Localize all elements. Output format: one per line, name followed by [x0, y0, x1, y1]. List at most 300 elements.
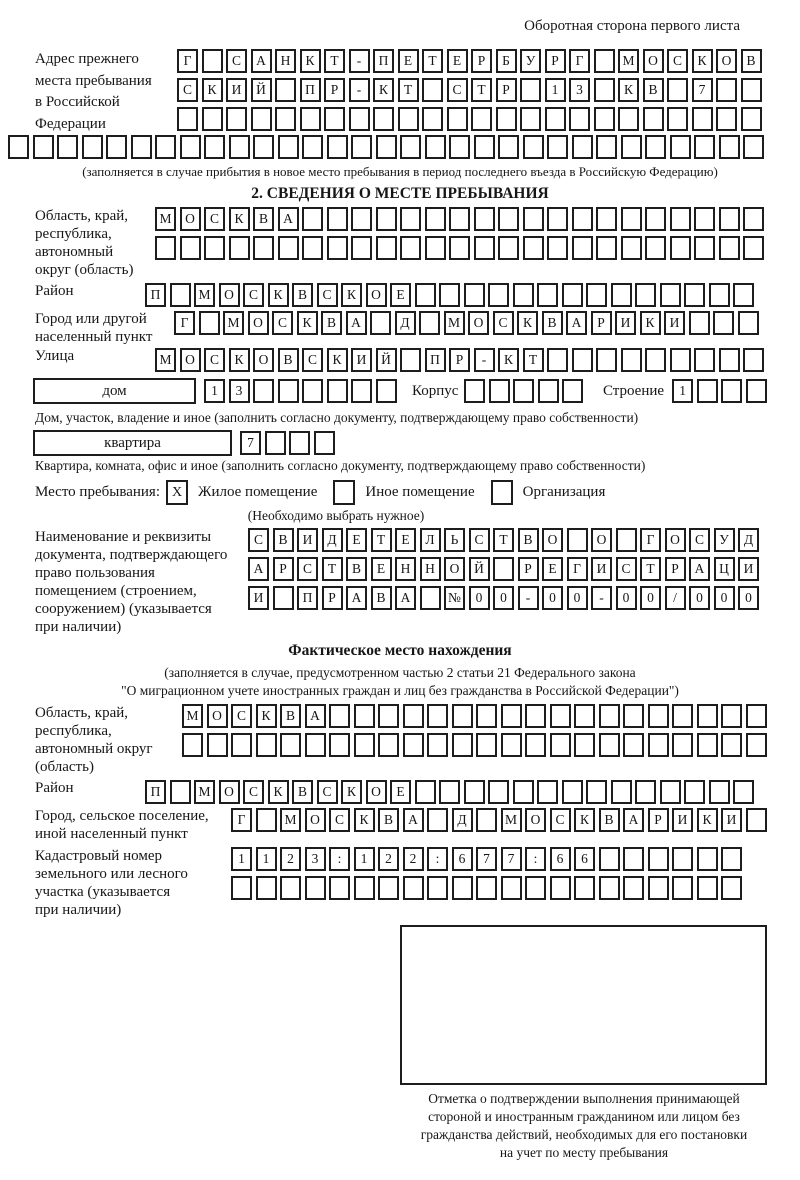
label-line: автономный	[35, 244, 114, 260]
char-box: Й	[376, 348, 397, 372]
char-box	[202, 49, 223, 73]
char-box	[721, 379, 742, 403]
char-box	[251, 107, 272, 131]
char-box: И	[351, 348, 372, 372]
char-box	[574, 704, 595, 728]
char-row	[464, 379, 587, 403]
label-line: места пребывания	[35, 72, 152, 89]
char-box	[623, 704, 644, 728]
checkbox-organization	[491, 480, 513, 505]
char-box	[621, 236, 642, 260]
label-line: Область, край,	[35, 705, 129, 721]
region-grid	[155, 207, 768, 279]
document-grid	[248, 528, 763, 636]
char-box: 2	[403, 847, 424, 871]
char-box: 7	[240, 431, 261, 455]
char-box	[452, 704, 473, 728]
char-box: 7	[476, 847, 497, 871]
char-box: А	[346, 311, 367, 335]
char-box: В	[253, 207, 274, 231]
char-box	[719, 135, 740, 159]
char-box	[427, 704, 448, 728]
char-box: Р	[322, 586, 343, 610]
char-box	[329, 704, 350, 728]
char-box: 0	[640, 586, 661, 610]
char-box	[327, 135, 348, 159]
char-box	[351, 207, 372, 231]
char-box: И	[297, 528, 318, 552]
char-box	[452, 733, 473, 757]
char-box: С	[302, 348, 323, 372]
char-box: С	[667, 49, 688, 73]
cadastre-label	[35, 847, 231, 919]
char-box: К	[341, 780, 362, 804]
prev-address-block	[0, 49, 800, 135]
char-box	[253, 379, 274, 403]
char-box	[496, 107, 517, 131]
char-box	[349, 107, 370, 131]
char-box	[599, 704, 620, 728]
char-box: М	[223, 311, 244, 335]
char-box: М	[194, 780, 215, 804]
label-line: при наличии)	[35, 902, 122, 918]
char-box: К	[354, 808, 375, 832]
char-row	[155, 207, 768, 231]
char-box	[253, 236, 274, 260]
label-line: сооружением) (указывается	[35, 601, 212, 617]
char-box: К	[300, 49, 321, 73]
char-box	[314, 431, 335, 455]
char-box	[572, 135, 593, 159]
char-box: О	[180, 207, 201, 231]
char-box	[660, 780, 681, 804]
char-box: Т	[322, 557, 343, 581]
label-line: Наименование и реквизиты	[35, 529, 212, 545]
label-line: гражданства действий, необходимых для его постановки	[420, 1127, 748, 1142]
char-box: О	[180, 348, 201, 372]
char-box: П	[145, 283, 166, 307]
char-box: И	[226, 78, 247, 102]
char-box	[471, 107, 492, 131]
char-box	[645, 348, 666, 372]
char-box	[204, 236, 225, 260]
char-box	[351, 379, 372, 403]
district-label: Район	[35, 283, 74, 299]
char-box: -	[518, 586, 539, 610]
char-box: 7	[501, 847, 522, 871]
char-box: В	[278, 348, 299, 372]
char-box	[275, 78, 296, 102]
char-box	[419, 311, 440, 335]
char-box: В	[518, 528, 539, 552]
label-line: Кадастровый номер	[35, 848, 162, 864]
char-box: С	[469, 528, 490, 552]
char-box: 1	[256, 847, 277, 871]
char-box	[741, 107, 762, 131]
char-box: К	[229, 348, 250, 372]
char-box	[594, 78, 615, 102]
char-box	[422, 107, 443, 131]
char-box	[302, 379, 323, 403]
char-box	[716, 78, 737, 102]
char-box: 6	[452, 847, 473, 871]
char-box	[378, 876, 399, 900]
char-box: Е	[390, 283, 411, 307]
actual-region-row	[0, 704, 800, 776]
actual-location-title: Фактическое место нахождения	[288, 642, 512, 659]
char-box	[697, 379, 718, 403]
char-box	[427, 808, 448, 832]
char-row	[177, 49, 765, 73]
char-box	[621, 207, 642, 231]
char-box: В	[741, 49, 762, 73]
char-box	[155, 135, 176, 159]
char-box	[697, 847, 718, 871]
char-box	[351, 135, 372, 159]
char-row	[248, 557, 763, 581]
char-row	[231, 808, 770, 832]
char-box: Р	[665, 557, 686, 581]
char-box: С	[447, 78, 468, 102]
char-box	[177, 107, 198, 131]
city-row	[0, 311, 800, 346]
char-box: /	[665, 586, 686, 610]
char-box: М	[444, 311, 465, 335]
char-box	[513, 379, 534, 403]
char-box	[256, 876, 277, 900]
char-row	[672, 379, 770, 403]
section2-title: 2. СВЕДЕНИЯ О МЕСТЕ ПРЕБЫВАНИЯ	[251, 185, 549, 202]
char-box: 6	[550, 847, 571, 871]
char-row	[240, 431, 338, 455]
char-row	[248, 586, 763, 610]
char-box	[562, 283, 583, 307]
char-box	[493, 557, 514, 581]
char-box: Е	[398, 49, 419, 73]
char-box	[547, 236, 568, 260]
char-row	[155, 236, 768, 260]
char-box	[689, 311, 710, 335]
char-box	[229, 135, 250, 159]
label-line: помещением (строением,	[35, 583, 197, 599]
char-box: В	[371, 586, 392, 610]
char-box: В	[346, 557, 367, 581]
label-line: населенный пункт	[35, 328, 153, 345]
char-box: Н	[275, 49, 296, 73]
char-box: Т	[523, 348, 544, 372]
char-box: Т	[371, 528, 392, 552]
label-line: (заполняется в случае, предусмотренном частью 2 статьи 21 Федерального закона	[164, 665, 636, 680]
char-box	[719, 207, 740, 231]
char-box	[694, 348, 715, 372]
char-box	[439, 283, 460, 307]
char-box: Р	[591, 311, 612, 335]
char-box	[697, 733, 718, 757]
char-row	[204, 379, 400, 403]
char-box	[741, 78, 762, 102]
char-box	[596, 135, 617, 159]
char-box	[523, 236, 544, 260]
char-box	[562, 379, 583, 403]
char-box	[623, 733, 644, 757]
char-box	[449, 135, 470, 159]
char-box: 1	[204, 379, 225, 403]
char-box	[550, 704, 571, 728]
char-box: В	[292, 283, 313, 307]
char-box	[716, 107, 737, 131]
char-box	[574, 733, 595, 757]
char-box	[427, 733, 448, 757]
char-box: Ь	[444, 528, 465, 552]
char-box	[403, 876, 424, 900]
char-box	[743, 348, 764, 372]
char-box: 1	[672, 379, 693, 403]
char-box	[513, 283, 534, 307]
char-box: В	[599, 808, 620, 832]
char-box	[376, 135, 397, 159]
char-box: Ц	[714, 557, 735, 581]
char-box	[447, 107, 468, 131]
char-box: К	[618, 78, 639, 102]
char-box	[449, 207, 470, 231]
char-box: О	[219, 283, 240, 307]
char-box: К	[517, 311, 538, 335]
char-box: Д	[322, 528, 343, 552]
char-box: О	[468, 311, 489, 335]
char-box	[106, 135, 127, 159]
char-box: С	[226, 49, 247, 73]
char-box: П	[297, 586, 318, 610]
char-box	[694, 207, 715, 231]
cadastre-row	[0, 847, 800, 919]
char-box: С	[493, 311, 514, 335]
char-box: 0	[738, 586, 759, 610]
char-box: С	[317, 780, 338, 804]
char-box	[697, 876, 718, 900]
char-box: О	[305, 808, 326, 832]
char-box	[660, 283, 681, 307]
char-box	[170, 780, 191, 804]
char-box: О	[542, 528, 563, 552]
char-box: У	[520, 49, 541, 73]
street-row	[0, 348, 800, 372]
char-box	[520, 107, 541, 131]
char-box: И	[672, 808, 693, 832]
char-box	[547, 135, 568, 159]
char-box	[289, 431, 310, 455]
char-box: Й	[469, 557, 490, 581]
char-box: О	[716, 49, 737, 73]
char-row	[248, 528, 763, 552]
char-box: О	[219, 780, 240, 804]
char-box: 0	[616, 586, 637, 610]
char-box: Й	[251, 78, 272, 102]
char-box: А	[403, 808, 424, 832]
char-box: П	[373, 49, 394, 73]
char-box: Е	[395, 528, 416, 552]
char-box	[667, 78, 688, 102]
char-box	[520, 78, 541, 102]
char-box	[648, 847, 669, 871]
char-box: С	[243, 283, 264, 307]
char-box	[488, 780, 509, 804]
char-box: Г	[569, 49, 590, 73]
char-box: С	[329, 808, 350, 832]
char-box: С	[272, 311, 293, 335]
char-box	[199, 311, 220, 335]
char-box: У	[714, 528, 735, 552]
char-box: Д	[395, 311, 416, 335]
char-box	[670, 207, 691, 231]
char-box	[616, 528, 637, 552]
char-box: С	[204, 348, 225, 372]
char-box: К	[498, 348, 519, 372]
char-box: Р	[648, 808, 669, 832]
char-box	[621, 348, 642, 372]
char-box	[746, 704, 767, 728]
char-box: А	[566, 311, 587, 335]
char-box: Т	[493, 528, 514, 552]
char-box	[305, 733, 326, 757]
char-box: С	[204, 207, 225, 231]
char-box	[488, 283, 509, 307]
char-box: И	[615, 311, 636, 335]
char-box	[743, 236, 764, 260]
char-box: И	[738, 557, 759, 581]
char-box	[611, 780, 632, 804]
char-box: А	[278, 207, 299, 231]
char-box	[713, 311, 734, 335]
char-box	[378, 704, 399, 728]
char-box	[684, 283, 705, 307]
char-box	[709, 283, 730, 307]
char-box	[327, 207, 348, 231]
char-box: П	[425, 348, 446, 372]
char-box	[596, 207, 617, 231]
char-box: Н	[395, 557, 416, 581]
char-box	[155, 236, 176, 260]
label-line: "О миграционном учете иностранных граждан и лиц без гражданства в Российской Федерации")	[121, 683, 679, 698]
char-box	[550, 733, 571, 757]
char-box: М	[155, 207, 176, 231]
char-box	[474, 135, 495, 159]
char-box	[743, 207, 764, 231]
actual-city-label	[35, 808, 231, 843]
char-box	[537, 780, 558, 804]
char-box	[256, 733, 277, 757]
document-label	[35, 528, 248, 636]
char-box: М	[155, 348, 176, 372]
char-box	[525, 704, 546, 728]
char-box: Т	[398, 78, 419, 102]
street-label: Улица	[35, 348, 75, 364]
char-box	[204, 135, 225, 159]
page-side-note: Оборотная сторона первого листа	[524, 18, 740, 34]
char-box	[596, 348, 617, 372]
char-box	[202, 107, 223, 131]
char-box	[643, 107, 664, 131]
char-box	[376, 207, 397, 231]
label-line: Федерации	[35, 115, 106, 132]
char-box	[672, 876, 693, 900]
char-box: 0	[469, 586, 490, 610]
char-box	[464, 283, 485, 307]
char-box	[427, 876, 448, 900]
char-box: О	[665, 528, 686, 552]
char-box	[694, 236, 715, 260]
prev-address-label	[35, 49, 177, 135]
char-box	[645, 135, 666, 159]
char-box	[618, 107, 639, 131]
char-box	[547, 348, 568, 372]
char-box	[464, 379, 485, 403]
char-box: К	[341, 283, 362, 307]
char-box	[376, 236, 397, 260]
char-box: 1	[545, 78, 566, 102]
char-box	[231, 876, 252, 900]
char-box	[278, 236, 299, 260]
char-row	[231, 847, 746, 871]
char-box	[305, 876, 326, 900]
label-line: участка (указывается	[35, 884, 171, 900]
char-box	[400, 348, 421, 372]
label-line: на учет по месту пребывания	[499, 1145, 669, 1160]
char-box: 0	[542, 586, 563, 610]
char-box: С	[177, 78, 198, 102]
checkbox-residential: X	[166, 480, 188, 505]
char-box: 0	[493, 586, 514, 610]
char-box	[574, 876, 595, 900]
char-box	[229, 236, 250, 260]
label-line: право пользования	[35, 565, 155, 581]
char-box	[667, 107, 688, 131]
char-box	[525, 733, 546, 757]
char-box	[302, 207, 323, 231]
char-box: 2	[280, 847, 301, 871]
char-box: О	[253, 348, 274, 372]
char-box	[280, 876, 301, 900]
char-box	[278, 135, 299, 159]
char-box	[572, 236, 593, 260]
char-box	[719, 348, 740, 372]
char-box	[273, 586, 294, 610]
char-box	[567, 528, 588, 552]
char-box	[207, 733, 228, 757]
char-box	[594, 107, 615, 131]
char-box	[354, 733, 375, 757]
char-box: 7	[692, 78, 713, 102]
char-box: Р	[518, 557, 539, 581]
char-row	[182, 704, 770, 728]
char-box: Р	[273, 557, 294, 581]
label-line: при наличии)	[35, 619, 122, 635]
char-box	[420, 586, 441, 610]
char-box: Т	[324, 49, 345, 73]
char-box	[648, 733, 669, 757]
char-box: В	[280, 704, 301, 728]
char-box: 1	[354, 847, 375, 871]
char-box: М	[194, 283, 215, 307]
char-box	[501, 704, 522, 728]
char-box	[746, 733, 767, 757]
char-box	[57, 135, 78, 159]
char-box: О	[591, 528, 612, 552]
char-row	[231, 876, 746, 900]
char-box	[684, 780, 705, 804]
char-box	[672, 733, 693, 757]
char-box: С	[550, 808, 571, 832]
char-box	[329, 876, 350, 900]
